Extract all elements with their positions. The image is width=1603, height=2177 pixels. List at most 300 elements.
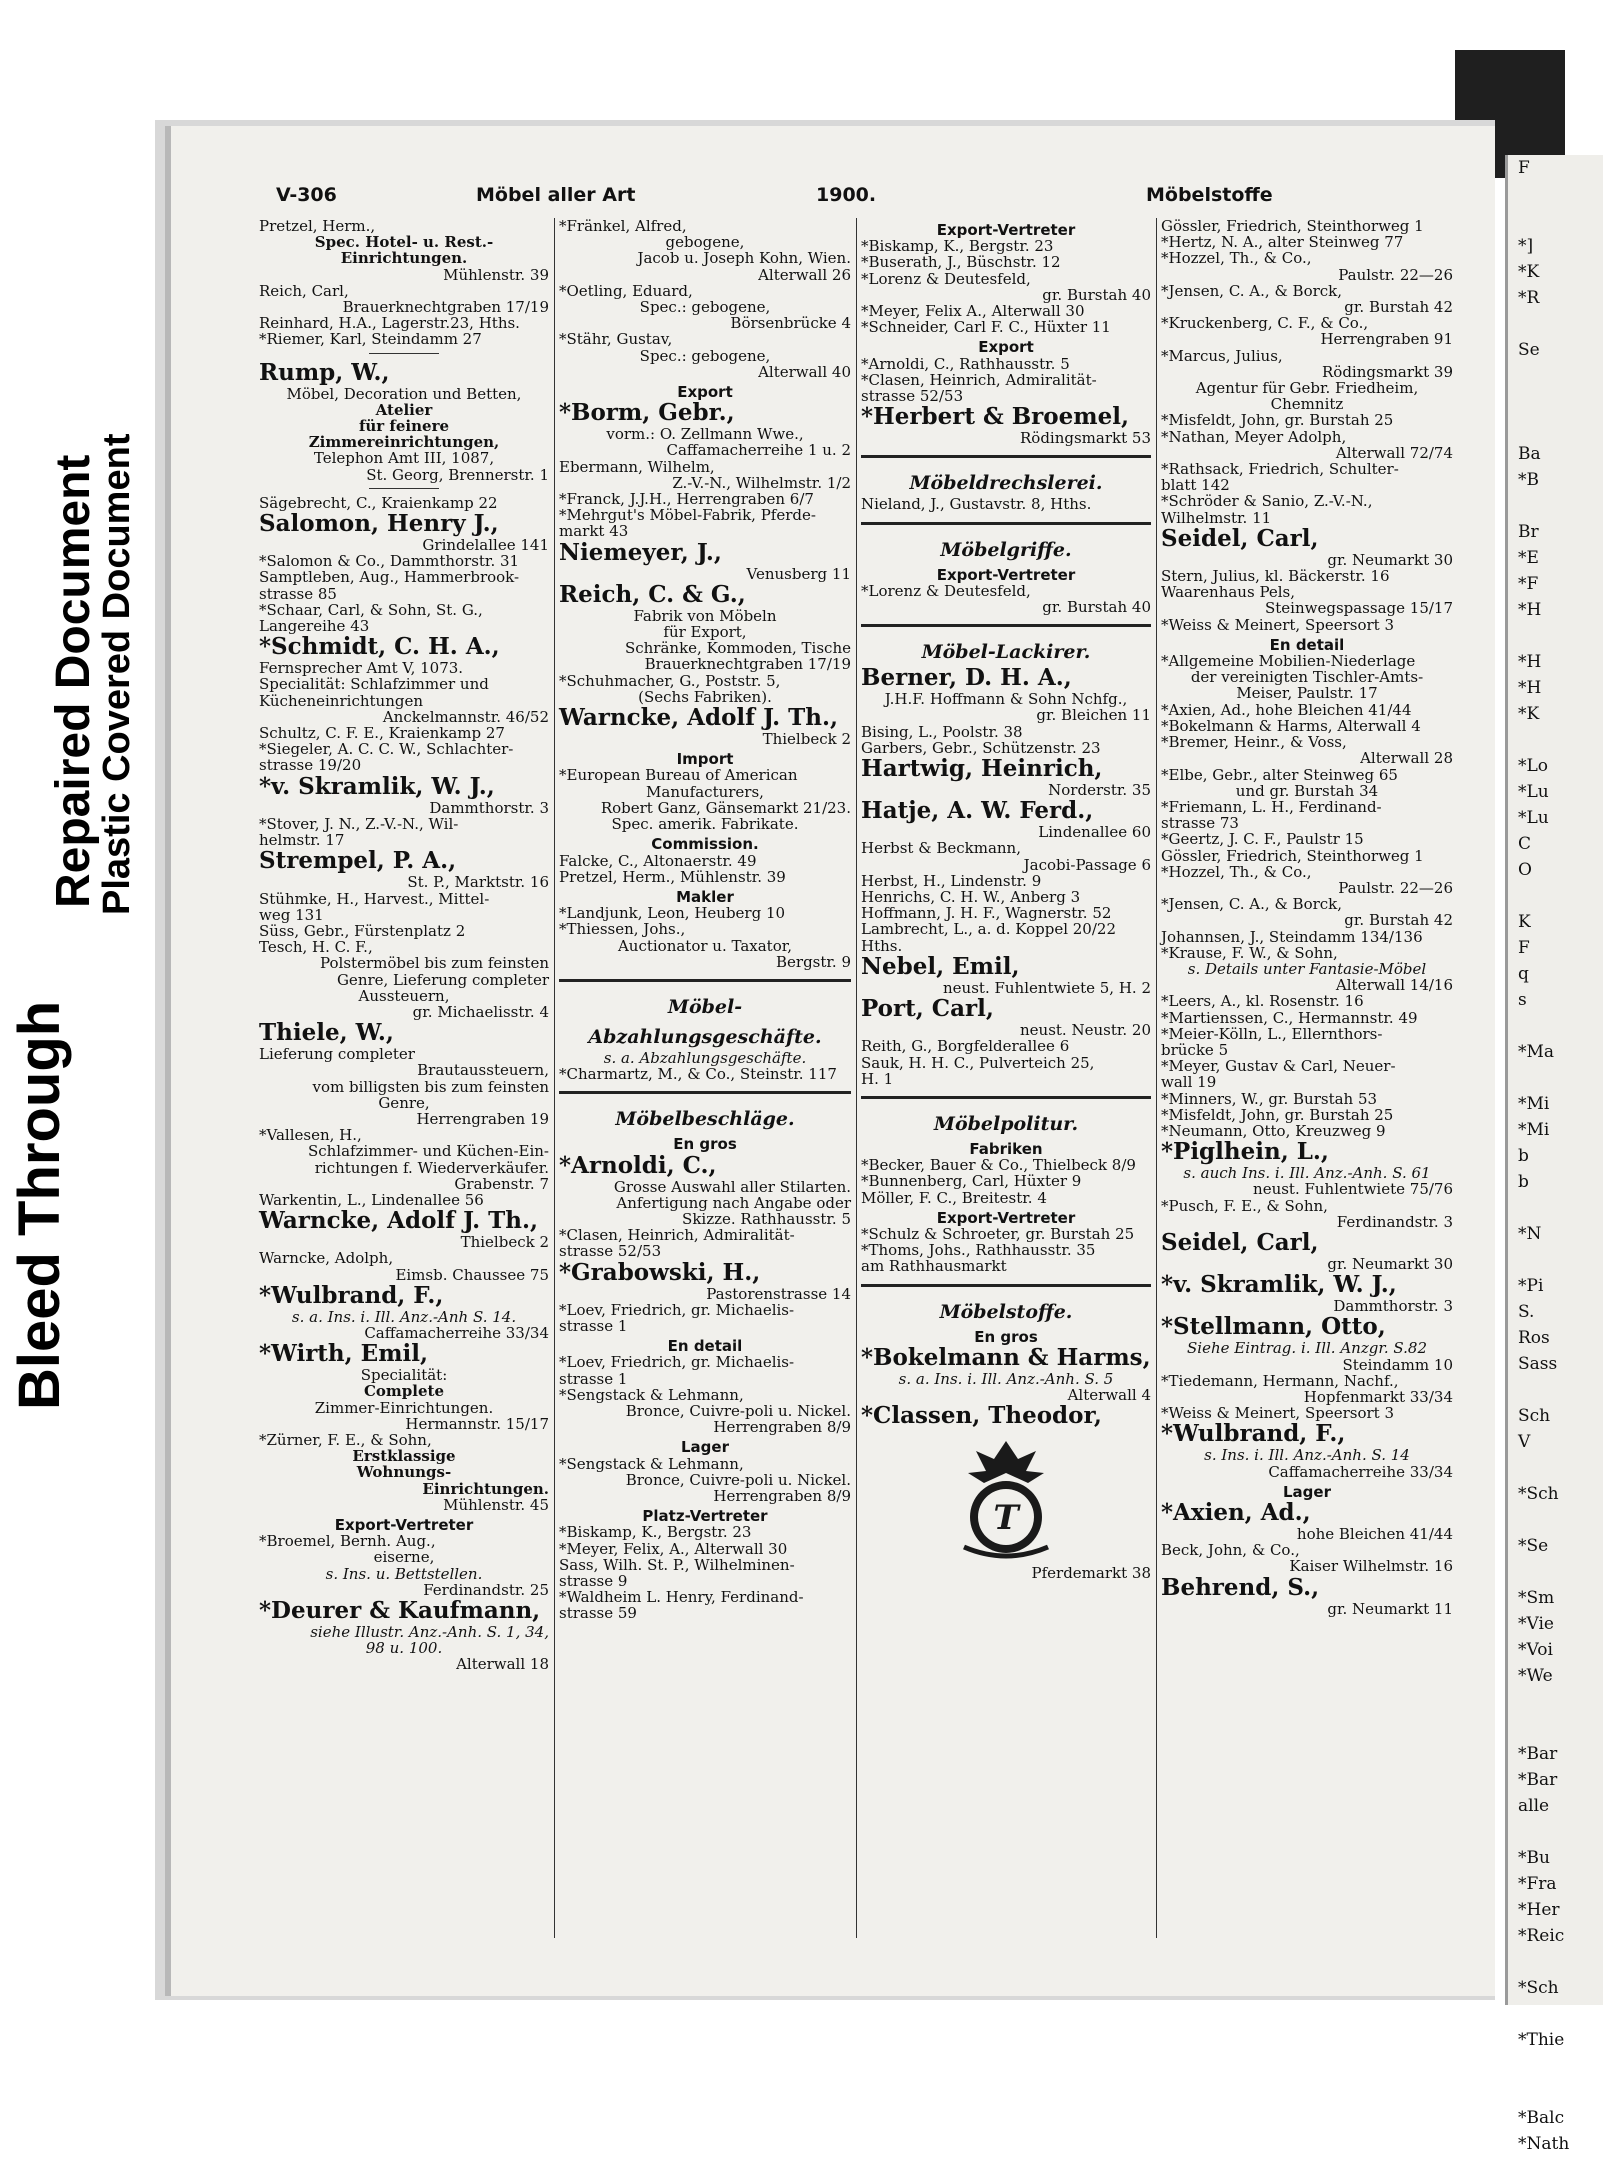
directory-line: *Bremer, Heinr., & Voss, xyxy=(1161,733,1347,752)
directory-line: St. Georg, Brennerstr. 1 xyxy=(366,465,549,484)
directory-line: Meiser, Paulstr. 17 xyxy=(1236,684,1378,703)
next-page-fragment xyxy=(1518,1507,1603,1533)
directory-line: Falcke, C., Altonaerstr. 49 xyxy=(559,851,757,870)
directory-line: Grabenstr. 7 xyxy=(454,1174,549,1193)
directory-line: Lieferung completer xyxy=(259,1045,415,1064)
directory-line: Herrengraben 8/9 xyxy=(713,1418,851,1437)
firm-name: Warncke, Adolf J. Th., xyxy=(559,704,839,732)
directory-line: Einrichtungen. xyxy=(422,1479,549,1498)
firm-name: Port, Carl, xyxy=(861,995,994,1023)
directory-line: *Lorenz & Deutesfeld, xyxy=(861,581,1031,600)
firm-name: *Stellmann, Otto, xyxy=(1161,1313,1386,1341)
directory-line: Ferdinandstr. 25 xyxy=(423,1580,549,1599)
firm-name: *Herbert & Broemel, xyxy=(861,403,1129,431)
directory-line: *Stähr, Gustav, xyxy=(559,330,673,349)
directory-line: *Neumann, Otto, Kreuzweg 9 xyxy=(1161,1121,1386,1140)
directory-line: *Schulz & Schroeter, gr. Burstah 25 xyxy=(861,1224,1135,1243)
firm-name: *Grabowski, H., xyxy=(559,1258,761,1286)
directory-line: *Minners, W., gr. Burstah 53 xyxy=(1161,1089,1378,1108)
directory-line: Alterwall 28 xyxy=(1360,749,1453,768)
directory-line: *Meier-Kölln, L., Ellernthors- xyxy=(1161,1024,1383,1043)
directory-line: gebogene, xyxy=(665,233,745,252)
directory-line: (Sechs Fabriken). xyxy=(638,687,772,706)
directory-line: Eimsb. Chaussee 75 xyxy=(395,1265,549,1284)
directory-line: *Leers, A., kl. Rosenstr. 16 xyxy=(1161,992,1364,1011)
firm-name: *Borm, Gebr., xyxy=(559,399,735,427)
directory-line: Tesch, H. C. F., xyxy=(259,938,373,957)
firm-name: Hartwig, Heinrich, xyxy=(861,755,1103,783)
entry-divider xyxy=(369,488,439,489)
directory-line: Bising, L., Poolstr. 38 xyxy=(861,722,1023,741)
directory-line: *Schröder & Sanio, Z.-V.-N., xyxy=(1161,492,1373,511)
column-divider xyxy=(856,218,857,1938)
directory-line: *Franck, J.J.H., Herrengraben 6/7 xyxy=(559,490,814,509)
subsection-label: En gros xyxy=(673,1135,737,1154)
subsection-label: En detail xyxy=(1269,635,1345,654)
directory-line: Kücheneinrichtungen xyxy=(259,691,423,710)
directory-line: Atelier xyxy=(375,400,433,419)
directory-line: *Schneider, Carl F. C., Hüxter 11 xyxy=(861,318,1111,337)
directory-line: *Thiessen, Johs., xyxy=(559,920,686,939)
directory-line: Bronce, Cuivre-poli u. Nickel. xyxy=(625,1470,851,1489)
directory-line: *Becker, Bauer & Co., Thielbeck 8/9 xyxy=(861,1156,1136,1175)
subsection-label: En detail xyxy=(667,1337,743,1356)
next-page-fragment: *Sm xyxy=(1518,1588,1555,1608)
page-section: Möbelstoffe xyxy=(1146,184,1273,206)
directory-line: Aussteuern, xyxy=(358,986,450,1005)
directory-line: Brautaussteuern, xyxy=(417,1061,549,1080)
directory-line: Mühlenstr. 39 xyxy=(443,265,549,284)
overlay-labels xyxy=(0,420,150,1420)
directory-line: *Stover, J. N., Z.-V.-N., Wil- xyxy=(259,814,459,833)
directory-line: Brauerknechtgraben 17/19 xyxy=(342,298,549,317)
section-heading: Möbel- xyxy=(667,995,743,1018)
directory-line: strasse 73 xyxy=(1161,814,1239,833)
directory-line: Caffamacherreihe 33/34 xyxy=(364,1323,549,1342)
next-page-fragment: O xyxy=(1518,860,1532,880)
directory-line: Hopfenmarkt 33/34 xyxy=(1303,1388,1453,1406)
directory-line: *Clasen, Heinrich, Admiralität- xyxy=(861,370,1097,389)
directory-line: *Nathan, Meyer Adolph, xyxy=(1161,427,1347,446)
next-page-fragment xyxy=(1518,493,1603,519)
next-page-fragment: *Se xyxy=(1518,1536,1549,1556)
section-heading: Möbelstoffe. xyxy=(939,1300,1073,1323)
firm-name: *Wulbrand, F., xyxy=(1161,1420,1346,1448)
next-page-fragment: *H xyxy=(1518,600,1542,620)
directory-line: *Allgemeine Mobilien-Niederlage xyxy=(1161,652,1416,671)
column-divider xyxy=(1156,218,1157,1938)
next-page-fragment: b xyxy=(1518,1172,1529,1192)
directory-line: *Sengstack & Lehmann, xyxy=(559,1454,744,1473)
directory-line: Genre, Lieferung completer xyxy=(336,970,549,989)
directory-line: *Misfeldt, John, gr. Burstah 25 xyxy=(1161,411,1394,430)
directory-line: Agentur für Gebr. Friedheim, xyxy=(1195,379,1419,398)
next-page-fragment: Se xyxy=(1518,340,1540,360)
next-page-fragment xyxy=(1518,415,1603,441)
directory-line: Bergstr. 9 xyxy=(776,952,851,971)
next-page-fragment: *Nath xyxy=(1518,2134,1570,2154)
directory-line: gr. Neumarkt 30 xyxy=(1327,550,1453,569)
directory-line: Stern, Julius, kl. Bäckerstr. 16 xyxy=(1161,567,1390,586)
directory-line: *Charmartz, M., & Co., Steinstr. 117 xyxy=(559,1065,837,1084)
firm-name: Salomon, Henry J., xyxy=(259,510,499,538)
next-page-fragment xyxy=(1518,623,1603,649)
next-page-fragment: *We xyxy=(1518,1666,1553,1686)
next-page-fragment xyxy=(1518,727,1603,753)
directory-line: *Marcus, Julius, xyxy=(1161,346,1283,365)
next-page-fragment: V xyxy=(1518,1432,1531,1452)
directory-line: *Bunnenberg, Carl, Hüxter 9 xyxy=(861,1172,1082,1191)
next-page-fragment: *E xyxy=(1518,548,1539,568)
directory-line: Ferdinandstr. 3 xyxy=(1336,1212,1453,1231)
next-page-fragment: alle xyxy=(1518,1796,1550,1816)
directory-line: s. a. Ins. i. Ill. Anz.-Anh. S. 5 xyxy=(898,1369,1114,1388)
directory-line: neust. Fuhlentwiete 75/76 xyxy=(1253,1180,1453,1199)
directory-line: strasse 59 xyxy=(559,1604,637,1623)
directory-line: Caffamacherreihe 33/34 xyxy=(1268,1462,1453,1481)
directory-line: vom billigsten bis zum feinsten xyxy=(312,1077,549,1096)
next-page-fragment: S. xyxy=(1518,1302,1535,1322)
section-heading: Möbeldrechslerei. xyxy=(909,472,1103,495)
directory-line: *Kruckenberg, C. F., & Co., xyxy=(1161,314,1369,333)
directory-line: markt 43 xyxy=(559,522,629,541)
svg-text:T: T xyxy=(993,1498,1019,1539)
directory-line: *Hertz, N. A., alter Steinweg 77 xyxy=(1161,233,1404,252)
column-2 xyxy=(559,218,851,1938)
column-divider xyxy=(554,218,555,1938)
directory-line: siehe Illustr. Anz.-Anh. S. 1, 34, xyxy=(310,1623,549,1642)
directory-line: Rödingsmarkt 39 xyxy=(1322,362,1453,381)
directory-line: *Vallesen, H., xyxy=(259,1126,362,1145)
next-page-fragment: Br xyxy=(1518,522,1539,542)
directory-line: Samptleben, Aug., Hammerbrook- xyxy=(259,568,520,587)
next-page-fragment: q xyxy=(1518,964,1529,984)
directory-line: *Misfeldt, John, gr. Burstah 25 xyxy=(1161,1105,1394,1124)
next-page-fragment: *H xyxy=(1518,652,1542,672)
directory-line: *Meyer, Felix, A., Alterwall 30 xyxy=(559,1539,788,1558)
directory-line: Hths. xyxy=(861,936,903,955)
directory-line: *European Bureau of American xyxy=(559,766,798,785)
next-page-fragment xyxy=(1518,1689,1603,1715)
directory-line: Herbst, H., Lindenstr. 9 xyxy=(861,871,1042,890)
directory-line: Gössler, Friedrich, Steinthorweg 1 xyxy=(1161,217,1424,235)
next-page-fragment xyxy=(1518,1013,1603,1039)
next-page-fragment: *F xyxy=(1518,574,1539,594)
directory-line: strasse 1 xyxy=(559,1316,628,1335)
directory-line: *Siegeler, A. C. C. W., Schlachter- xyxy=(259,740,514,759)
section-rule xyxy=(861,1284,1151,1287)
directory-line: H. 1 xyxy=(861,1069,894,1088)
directory-line: Dammthorstr. 3 xyxy=(429,798,549,817)
directory-line: Sauk, H. H. C., Pulverteich 25, xyxy=(861,1053,1095,1072)
subsection-label: Export xyxy=(978,338,1034,357)
directory-line: blatt 142 xyxy=(1161,476,1230,495)
section-heading: Möbelpolitur. xyxy=(933,1112,1079,1135)
next-page-fragment xyxy=(1518,363,1603,389)
next-page-fragment: *Ma xyxy=(1518,1042,1555,1062)
directory-line: Spec.: gebogene, xyxy=(639,298,771,317)
directory-line: *Bokelmann & Harms, Alterwall 4 xyxy=(1161,716,1421,735)
firm-name: *Classen, Theodor, xyxy=(861,1402,1102,1430)
directory-line: Alterwall 18 xyxy=(456,1655,549,1674)
page-title: Möbel aller Art xyxy=(476,184,636,206)
next-page-fragment: *Fra xyxy=(1518,1874,1557,1894)
directory-line: Kaiser Wilhelmstr. 16 xyxy=(1289,1557,1453,1576)
firm-name: Warncke, Adolf J. Th., xyxy=(259,1207,539,1235)
next-page-fragment: *Lu xyxy=(1518,782,1549,802)
next-page-fragment xyxy=(1518,1455,1603,1481)
directory-line: Paulstr. 22—26 xyxy=(1338,878,1453,897)
firm-name: Niemeyer, J., xyxy=(559,538,722,566)
directory-line: Nieland, J., Gustavstr. 8, Hths. xyxy=(861,495,1092,514)
directory-line: *Meyer, Felix A., Alterwall 30 xyxy=(861,302,1085,321)
directory-line: St. P., Marktstr. 16 xyxy=(407,873,549,892)
directory-line: und gr. Burstah 34 xyxy=(1235,781,1379,800)
directory-line: Mühlenstr. 45 xyxy=(443,1495,549,1514)
directory-line: Möller, F. C., Breitestr. 4 xyxy=(861,1188,1047,1207)
directory-line: Ebermann, Wilhelm, xyxy=(559,457,715,476)
subsection-label: Makler xyxy=(676,887,734,906)
column-1 xyxy=(259,218,549,1938)
firm-name: *Piglhein, L., xyxy=(1161,1138,1329,1166)
directory-line: Zimmer-Einrichtungen. xyxy=(314,1398,494,1417)
directory-line: Warkentin, L., Lindenallee 56 xyxy=(259,1190,484,1209)
directory-line: *Mehrgut's Möbel-Fabrik, Pferde- xyxy=(559,506,816,525)
firm-name: *Wirth, Emil, xyxy=(259,1340,429,1368)
directory-line: *Oetling, Eduard, xyxy=(559,281,693,300)
directory-line: 98 u. 100. xyxy=(365,1639,443,1658)
directory-line: Reinhard, H.A., Lagerstr.23, Hths. xyxy=(259,314,520,333)
directory-line: *Zürner, F. E., & Sohn, xyxy=(259,1430,432,1449)
subsection-label: Lager xyxy=(681,1438,729,1457)
directory-line: Alterwall 14/16 xyxy=(1335,976,1453,995)
next-page-fragment xyxy=(1518,311,1603,337)
directory-line: *Schaar, Carl, & Sohn, St. G., xyxy=(259,600,483,619)
directory-line: Erstklassige xyxy=(352,1447,456,1466)
firm-name: *Wulbrand, F., xyxy=(259,1281,444,1309)
next-page-fragment: *Voi xyxy=(1518,1640,1553,1660)
directory-line: Brauerknechtgraben 17/19 xyxy=(644,655,851,674)
directory-line: Herrengraben 8/9 xyxy=(713,1486,851,1505)
directory-line: *Landjunk, Leon, Heuberg 10 xyxy=(559,904,786,923)
directory-line: Spec. Hotel- u. Rest.- xyxy=(314,233,494,252)
directory-line: *Hozzel, Th., & Co., xyxy=(1161,249,1312,268)
directory-line: Lindenallee 60 xyxy=(1038,823,1151,842)
next-page-fragment: *Mi xyxy=(1518,1094,1550,1114)
next-page-fragment: C xyxy=(1518,834,1532,854)
next-page-fragment: *B xyxy=(1518,470,1539,490)
directory-line: Spec.: gebogene, xyxy=(639,346,771,365)
directory-line: Johannsen, J., Steindamm 134/136 xyxy=(1161,927,1423,946)
firm-name: Hatje, A. W. Ferd., xyxy=(861,797,1094,825)
next-page-fragment: Ba xyxy=(1518,444,1541,464)
directory-line: Grindelallee 141 xyxy=(422,536,549,555)
subsection-label: Platz-Vertreter xyxy=(642,1507,768,1526)
firm-name: *v. Skramlik, W. J., xyxy=(259,772,495,800)
next-page-fragment: *Balc xyxy=(1518,2108,1565,2128)
directory-line: Polstermöbel bis zum feinsten xyxy=(320,954,549,973)
section-heading: Möbel-Lackirer. xyxy=(921,641,1091,664)
directory-line: *Waldheim L. Henry, Ferdinand- xyxy=(559,1588,804,1607)
next-page-fragment: *Lu xyxy=(1518,808,1549,828)
directory-line: Pastorenstrasse 14 xyxy=(706,1284,851,1303)
directory-line: strasse 9 xyxy=(559,1572,628,1590)
directory-line: gr. Bleichen 11 xyxy=(1036,706,1151,725)
next-page-fragment xyxy=(1518,1065,1603,1091)
directory-line: *Krause, F. W., & Sohn, xyxy=(1161,943,1338,962)
directory-line: Gössler, Friedrich, Steinthorweg 1 xyxy=(1161,846,1424,865)
directory-line: Siehe Eintrag. i. Ill. Anzgr. S.82 xyxy=(1187,1339,1427,1358)
directory-line: Alterwall 40 xyxy=(758,362,851,381)
directory-columns xyxy=(259,218,1469,1938)
directory-line: helmstr. 17 xyxy=(259,831,345,850)
directory-line: s. Details unter Fantasie-Möbel xyxy=(1187,959,1427,978)
directory-line: Skizze. Rathhausstr. 5 xyxy=(682,1209,851,1228)
directory-line: Paulstr. 22—26 xyxy=(1338,265,1453,284)
firm-name: Behrend, S., xyxy=(1161,1573,1320,1601)
directory-line: Alterwall 4 xyxy=(1067,1385,1151,1404)
next-page-fragment: *] xyxy=(1518,236,1534,256)
directory-line: gr. Neumarkt 30 xyxy=(1327,1254,1453,1273)
subsection-label: Fabriken xyxy=(969,1139,1043,1158)
directory-line: *Loev, Friedrich, gr. Michaelis- xyxy=(559,1353,795,1372)
directory-line: *Loev, Friedrich, gr. Michaelis- xyxy=(559,1300,795,1319)
directory-line: gr. Michaelisstr. 4 xyxy=(412,1002,549,1021)
directory-line: *Broemel, Bernh. Aug., xyxy=(259,1532,436,1551)
section-heading: Möbelbeschläge. xyxy=(615,1108,795,1131)
directory-line: Reich, Carl, xyxy=(259,281,349,300)
directory-line: Lambrecht, L., a. d. Koppel 20/22 xyxy=(861,920,1116,939)
plastic-covered-label: Plastic Covered Document xyxy=(96,433,138,915)
subsection-label: En gros xyxy=(974,1327,1038,1346)
directory-line: am Rathhausmarkt xyxy=(861,1257,1007,1276)
next-page-fragment xyxy=(1518,883,1603,909)
subsection-label: Export-Vertreter xyxy=(936,1208,1076,1227)
directory-line: Jacob u. Joseph Kohn, Wien. xyxy=(637,249,851,268)
firm-name: Rump, W., xyxy=(259,358,390,386)
directory-line: Schultz, C. F. E., Kraienkamp 27 xyxy=(259,724,505,743)
directory-line: *Pusch, F. E., & Sohn, xyxy=(1161,1196,1328,1215)
directory-line: Rödingsmarkt 53 xyxy=(1020,429,1151,448)
directory-line: gr. Burstah 42 xyxy=(1344,298,1453,317)
next-page-fragment: *Reic xyxy=(1518,1926,1565,1946)
next-page-fragment: *H xyxy=(1518,678,1542,698)
directory-line: *Elbe, Gebr., alter Steinweg 65 xyxy=(1161,765,1398,784)
trademark-emblem-icon xyxy=(946,1437,1066,1563)
subsection-label: Import xyxy=(676,750,734,769)
directory-line: Wilhelmstr. 11 xyxy=(1161,508,1272,527)
directory-line: Süss, Gebr., Fürstenplatz 2 xyxy=(259,921,466,940)
directory-line: Alterwall 72/74 xyxy=(1335,443,1453,462)
directory-line: Pretzel, Herm., xyxy=(259,217,376,235)
section-rule xyxy=(861,455,1151,458)
directory-line: Steindamm 10 xyxy=(1342,1355,1453,1374)
directory-line: Langereihe 43 xyxy=(259,617,370,636)
column-4 xyxy=(1161,218,1453,1938)
next-page-fragment: *K xyxy=(1518,262,1540,282)
next-page-edge xyxy=(1505,155,1603,2154)
subsection-label: Export xyxy=(677,383,733,402)
directory-line: *Clasen, Heinrich, Admiralität- xyxy=(559,1226,795,1245)
directory-line: strasse 85 xyxy=(259,584,337,603)
directory-line: *Martienssen, C., Hermannstr. 49 xyxy=(1161,1008,1418,1027)
directory-line: Herbst & Beckmann, xyxy=(861,839,1021,858)
next-page-fragment: *N xyxy=(1518,1224,1542,1244)
directory-line: Börsenbrücke 4 xyxy=(730,314,851,333)
directory-line: Robert Ganz, Gänsemarkt 21/23. xyxy=(600,798,851,817)
subsection-label: Export-Vertreter xyxy=(334,1516,474,1534)
directory-line: Pretzel, Herm., Mühlenstr. 39 xyxy=(559,867,786,886)
scanned-page xyxy=(165,126,1495,1996)
directory-line: Steinwegspassage 15/17 xyxy=(1264,599,1453,618)
directory-line: Telephon Amt III, 1087, xyxy=(313,449,495,468)
directory-line: gr. Burstah 40 xyxy=(1042,285,1151,304)
directory-line: gr. Burstah 40 xyxy=(1042,598,1151,617)
next-page-fragment xyxy=(1518,1949,1603,1975)
next-page-fragment: *Mi xyxy=(1518,1120,1550,1140)
directory-line: Specialität: xyxy=(360,1366,448,1385)
directory-line: Complete xyxy=(363,1382,445,1401)
next-page-fragment xyxy=(1518,1377,1603,1403)
directory-line: Alterwall 26 xyxy=(758,265,851,284)
directory-line: Thielbeck 2 xyxy=(762,730,851,749)
next-page-fragment xyxy=(1518,2079,1603,2105)
next-page-fragment: K xyxy=(1518,912,1531,932)
section-rule xyxy=(559,1091,851,1094)
directory-line: *Biskamp, K., Bergstr. 23 xyxy=(559,1523,752,1542)
directory-line: Beck, John, & Co., xyxy=(1161,1541,1300,1560)
firm-name: Seidel, Carl, xyxy=(1161,524,1319,552)
firm-name: *v. Skramlik, W. J., xyxy=(1161,1271,1397,1299)
directory-line: *Jensen, C. A., & Borck, xyxy=(1161,895,1343,914)
directory-line: Caffamacherreihe 1 u. 2 xyxy=(666,441,851,460)
firm-name: Nebel, Emil, xyxy=(861,952,1020,980)
directory-line: *Riemer, Karl, Steindamm 27 xyxy=(259,330,482,349)
section-rule xyxy=(861,1096,1151,1099)
directory-line: Pferdemarkt 38 xyxy=(1031,1564,1151,1583)
next-page-fragment: *Bu xyxy=(1518,1848,1550,1868)
entry-divider xyxy=(369,353,439,354)
directory-line: Herrengraben 19 xyxy=(416,1109,549,1128)
directory-line: Warncke, Adolph, xyxy=(259,1249,394,1268)
page-header xyxy=(276,184,1476,212)
directory-line: gr. Burstah 42 xyxy=(1344,911,1453,930)
section-rule xyxy=(861,522,1151,525)
next-page-fragment: F xyxy=(1518,158,1530,178)
directory-line: *Weiss & Meinert, Speersort 3 xyxy=(1161,615,1394,634)
directory-line: s. a. Abzahlungsgeschäfte. xyxy=(603,1048,807,1067)
directory-line: *Fränkel, Alfred, xyxy=(559,217,687,235)
directory-line: Genre, xyxy=(378,1093,430,1112)
section-rule xyxy=(861,624,1151,627)
directory-line: richtungen f. Wiederverkäufer. xyxy=(314,1158,549,1177)
directory-line: s. auch Ins. i. Ill. Anz.-Anh. S. 61 xyxy=(1183,1164,1431,1183)
directory-line: Norderstr. 35 xyxy=(1048,781,1151,800)
directory-line: s. Ins. i. Ill. Anz.-Anh. S. 14 xyxy=(1204,1446,1410,1465)
directory-line: Möbel, Decoration und Betten, xyxy=(286,384,522,403)
directory-line: Hermannstr. 15/17 xyxy=(405,1414,549,1433)
directory-line: Thielbeck 2 xyxy=(460,1233,549,1252)
directory-line: Chemnitz xyxy=(1270,395,1344,414)
section-heading: Möbelgriffe. xyxy=(940,538,1072,561)
next-page-fragment: Sass xyxy=(1518,1354,1558,1374)
next-page-fragment: *Lo xyxy=(1518,756,1549,776)
next-page-fragment xyxy=(1518,1559,1603,1585)
directory-line: *Rathsack, Friedrich, Schulter- xyxy=(1161,460,1399,479)
column-3 xyxy=(861,218,1151,1938)
directory-line: strasse 1 xyxy=(559,1369,628,1388)
directory-line: Fernsprecher Amt V, 1073. xyxy=(259,659,464,678)
